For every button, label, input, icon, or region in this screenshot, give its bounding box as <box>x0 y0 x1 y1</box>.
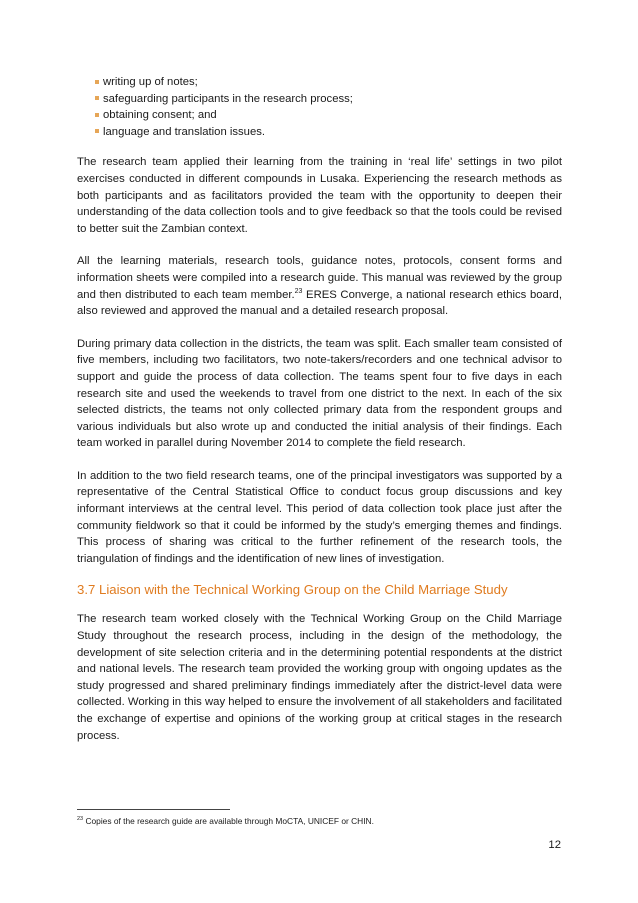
list-item <box>95 124 562 141</box>
list-item <box>95 91 562 108</box>
paragraph-pilot-exercises: The research team applied their learning from the training in ‘real life’ settings in two pilot exercises conducted in different compounds in Lusaka. Experiencing the research methods as both participants and as facilitators provided the team with the opportunity to deepen their understanding of the data collection tools and to give feedback so that the tools could be revised to better suit the Zambian context. <box>77 156 562 235</box>
list-item-text: writing up of notes; <box>103 76 198 88</box>
paragraph-text: All the learning materials, research tools, guidance notes, protocols, consent forms and information sheets were compiled into a research guide. This manual was reviewed by the group and then distributed to each team member. <box>77 255 562 301</box>
paragraph-primary-data-collection: During primary data collection in the districts, the team was split. Each smaller team consisted of five members, including two facilitators, two note-takers/recorders and one technical advisor to support and guide the process of data collection. The teams spent four to five days in each research site and used the weekends to travel from one district to the next. In each of the six selected districts, the teams not only collected primary data from the respondent groups and various individuals but also wrote up and conducted the initial analysis of their findings. Each team worked in parallel during November 2014 to complete the field research. <box>77 337 562 450</box>
bullet-list <box>77 74 562 140</box>
footnote-reference: 23 <box>294 287 303 295</box>
list-item <box>95 107 562 124</box>
paragraph-text: ERES Converge, a national research ethics board, also reviewed and approved the manual and a detailed research proposal. <box>77 288 562 318</box>
footnote-text: Copies of the research guide are available through MoCTA, UNICEF or CHIN. <box>83 816 374 826</box>
square-bullet-icon <box>95 80 99 84</box>
paragraph-central-level-interviews: In addition to the two field research teams, one of the principal investigators was supported by a representative of the Central Statistical Office to conduct focus group discussions and key informant interviews at the central level. This period of data collection took place just after the community fieldwork so that it could be informed by the study’s emerging themes and findings. This process of sharing was critical to the further refinement of the research tools, the triangulation of findings and the identification of new lines of investigation. <box>77 469 562 565</box>
list-item-text: safeguarding participants in the research process; <box>103 92 353 105</box>
section-heading: 3.7 Liaison with the Technical Working Group on the Child Marriage Study <box>77 582 508 598</box>
list-item-text: language and translation issues. <box>103 125 266 138</box>
paragraph-technical-working-group: The research team worked closely with the Technical Working Group on the Child Marriage Study throughout the research process, including in the design of the methodology, the development of site selection criteria and in the determining potential respondents at the district and national levels. The research team provided the working group with ongoing updates as the study progressed and shared preliminary findings immediately after the district-level data were collected. Working in this way helped to ensure the involvement of all stakeholders and facilitated the exchange of expertise and opinions of the working group at critical stages in the research process. <box>77 613 562 742</box>
footnote <box>77 816 374 827</box>
square-bullet-icon <box>95 113 99 117</box>
square-bullet-icon <box>95 96 99 100</box>
page-content <box>77 74 562 744</box>
list-item <box>95 74 562 91</box>
square-bullet-icon <box>95 129 99 133</box>
footnote-divider <box>77 809 230 810</box>
footnote-number: 23 <box>77 816 84 823</box>
paragraph-research-guide <box>77 253 562 319</box>
list-item-text: obtaining consent; and <box>103 109 217 122</box>
page-number: 12 <box>548 839 561 851</box>
